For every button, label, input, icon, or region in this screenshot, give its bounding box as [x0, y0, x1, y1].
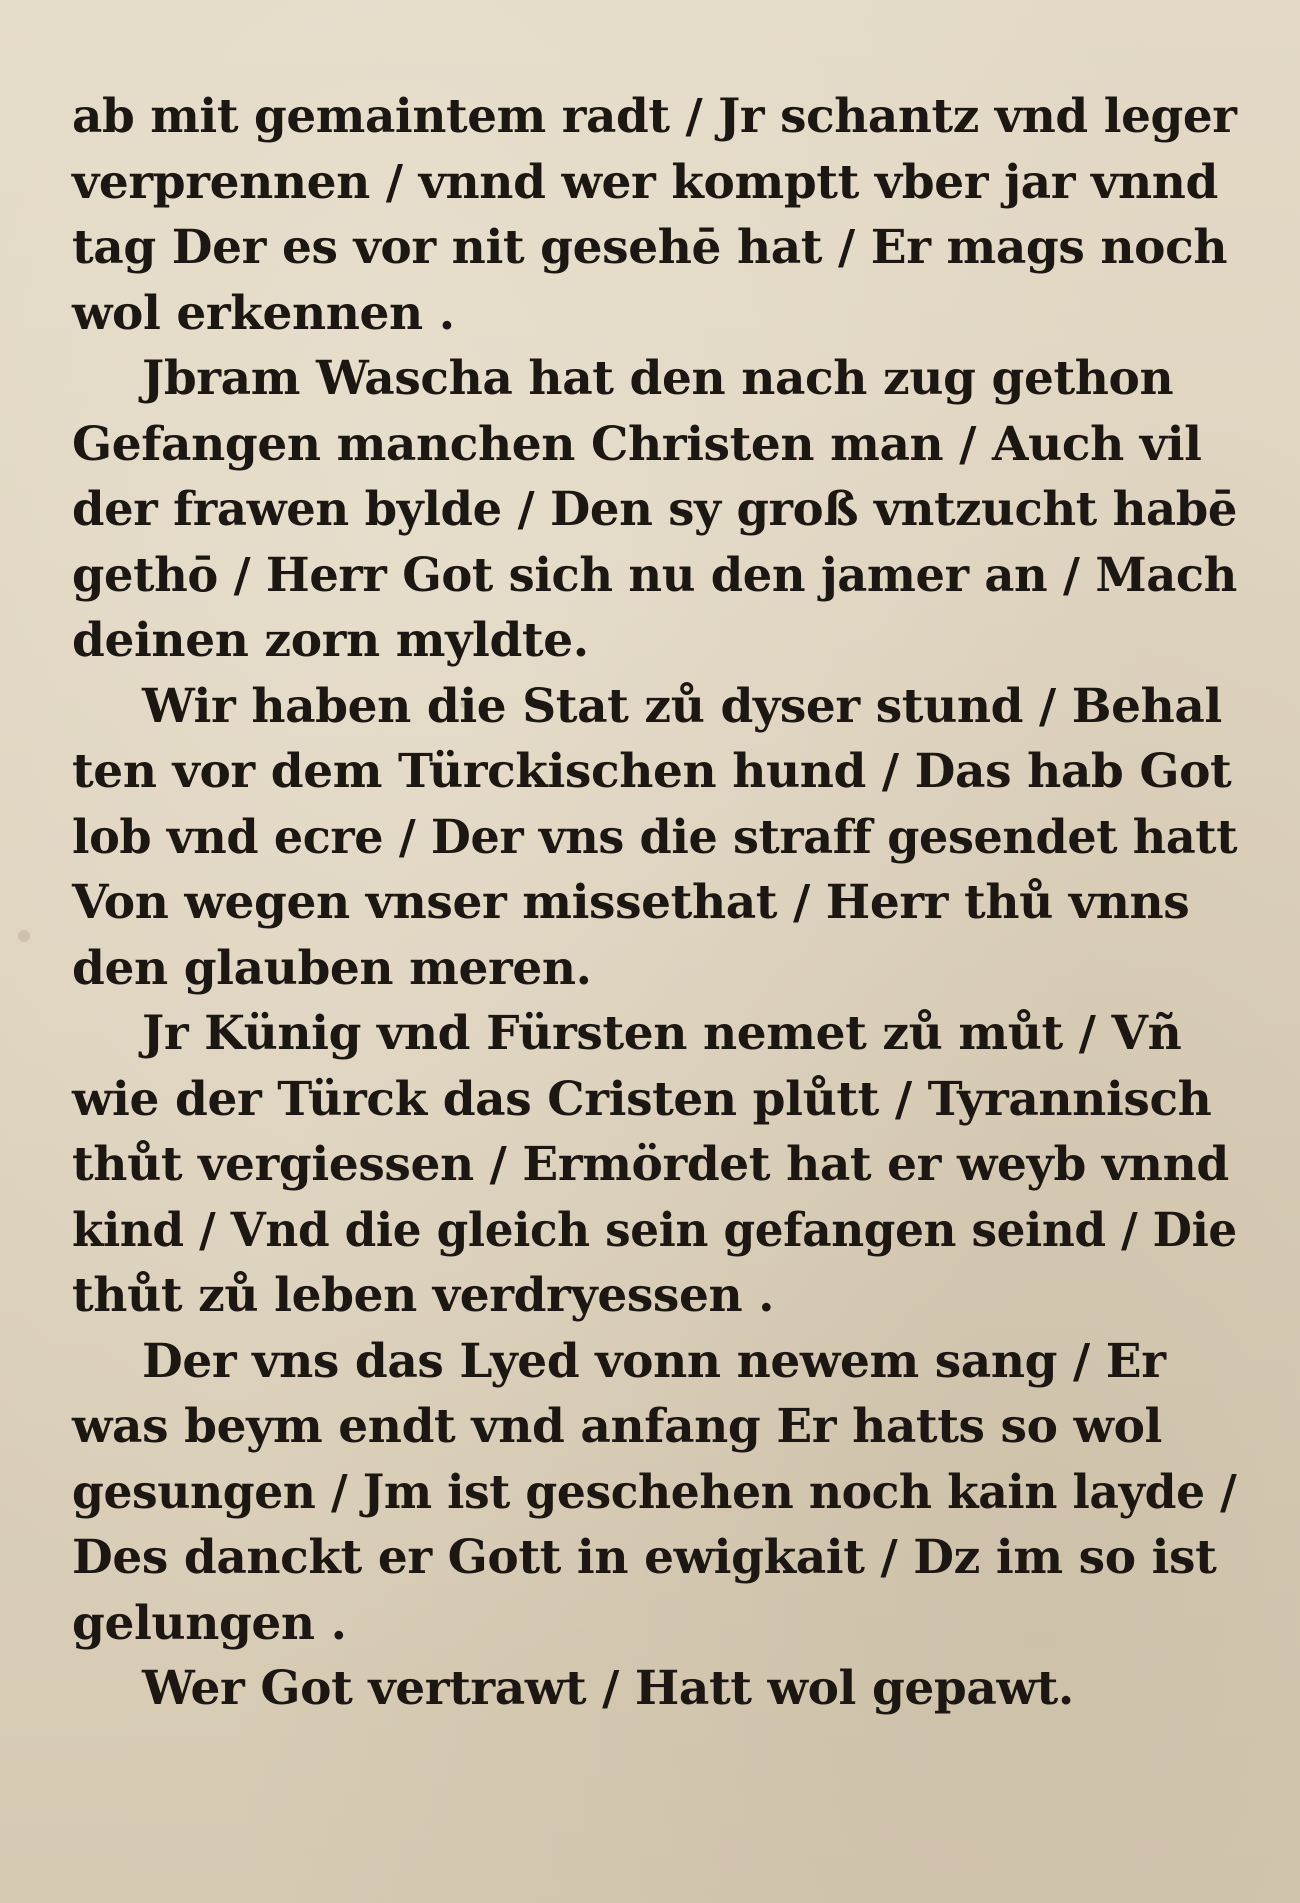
text-line: ab mit gemaintem radt / Jr schantz vnd leger [72, 89, 1237, 144]
text-line: ten vor dem Türckischen hund / Das hab Got [72, 744, 1232, 799]
text-line: gesungen / Jm ist geschehen noch kain layde / [72, 1464, 1237, 1520]
text-line: kind / Vnd die gleich sein gefangen seind / Die [72, 1202, 1237, 1258]
text-line: den glauben meren. [72, 940, 592, 996]
text-line: verprennen / vnnd wer komptt vber jar vnnd [72, 154, 1218, 210]
text-line: tag Der es vor nit gesehē hat / Er mags noch [72, 220, 1228, 275]
text-line: Von wegen vnser missethat / Herr thů vnns [72, 875, 1190, 930]
text-line: gelungen . [72, 1595, 347, 1651]
blackletter-text-block [72, 84, 1237, 1722]
text-line: Des danckt er Gott in ewigkait / Dz im so ist [72, 1530, 1217, 1585]
text-line: lob vnd ecre / Der vns die straff gesendet hatt [72, 809, 1238, 865]
paper-stain [18, 930, 30, 942]
text-line: Wer Got vertrawt / Hatt wol gepawt. [142, 1661, 1074, 1716]
text-line: was beym endt vnd anfang Er hatts so wol [72, 1399, 1162, 1454]
text-line: der frawen bylde / Den sy groß vntzucht habē [72, 482, 1238, 537]
text-line: thůt vergiessen / Ermördet hat er weyb vnnd [72, 1137, 1229, 1192]
text-line: gethō / Herr Got sich nu den jamer an / Mach [72, 547, 1237, 603]
text-line: Wir haben die Stat zů dyser stund / Behal [142, 678, 1222, 734]
text-line: Jr Künig vnd Fürsten nemet zů můt / Vñ [142, 1006, 1182, 1061]
text-line: Jbram Wascha hat den nach zug gethon [142, 351, 1174, 406]
text-line: deinen zorn myldte. [72, 613, 589, 668]
text-line: wol erkennen . [72, 285, 455, 341]
text-line: Der vns das Lyed vonn newem sang / Er [142, 1333, 1166, 1389]
text-line: Gefangen manchen Christen man / Auch vil [72, 416, 1202, 472]
text-line: wie der Türck das Cristen plůtt / Tyrannisch [72, 1071, 1212, 1127]
text-line: thůt zů leben verdryessen . [72, 1268, 775, 1323]
